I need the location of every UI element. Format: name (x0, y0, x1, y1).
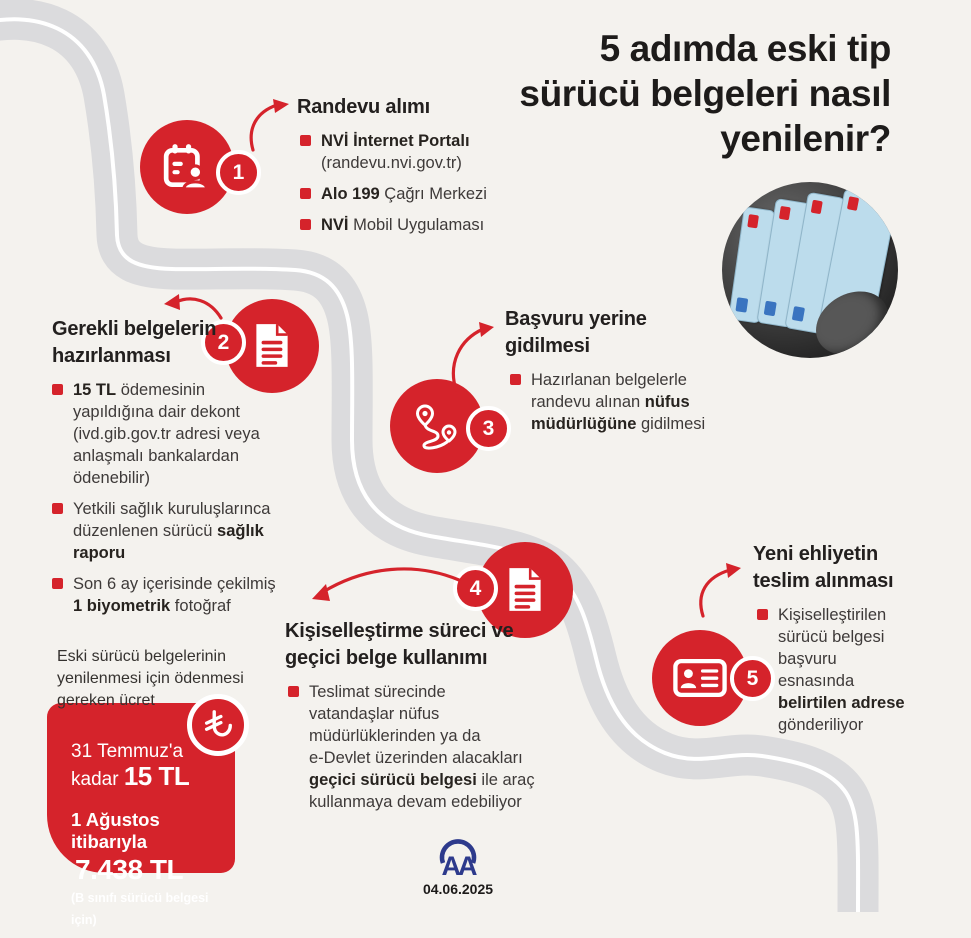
step5-circle (652, 630, 759, 726)
calendar-user-icon (162, 142, 212, 192)
step5-bullets (757, 604, 948, 736)
step2-heading: Gerekli belgelerin hazırlanması (52, 318, 217, 367)
step1-heading: Randevu alımı (297, 96, 430, 118)
step4-text (285, 618, 547, 813)
step4-bullet-1: Teslimat sürecinde vatandaşlar nüfus müdürlüklerinden ya da e-Devlet üzerinden alacakları geçici sürücü belgesi ile araç kullanmaya devam edebiliyor (288, 681, 547, 813)
publish-date: 04.06.2025 (422, 881, 494, 897)
step1-number-badge (216, 150, 261, 195)
step2-bullet-1: 15 TL ödemesinin yapıldığına dair dekont (ivd.gib.gov.tr adresi veya anlaşmalı bankalardan ödenebilir) (52, 379, 317, 489)
footer (398, 838, 518, 897)
step5-number: 5 (746, 666, 759, 690)
step2-text (52, 316, 317, 617)
id-card-icon (673, 658, 727, 698)
anadolu-agency-logo (436, 838, 480, 878)
step1-number: 1 (232, 160, 245, 184)
step4-heading: Kişiselleştirme süreci ve geçici belge kullanımı (285, 620, 514, 669)
bullet-square-icon (757, 609, 768, 620)
step4-number: 4 (469, 576, 482, 600)
route-icon (411, 400, 463, 452)
bullet-square-icon (300, 135, 311, 146)
title-line-1: 5 adımda eski tip (599, 28, 891, 69)
step3-text (505, 306, 750, 435)
price-amount-new: 7.438 TL (75, 854, 184, 885)
price-from-august: 1 Ağustos itibarıyla 7.438 TL (B sınıfı sürücü belgesi için) (71, 809, 235, 931)
step5-text (753, 541, 948, 736)
step1-bullets (300, 130, 517, 236)
step5-arrow-icon (694, 562, 746, 620)
price-until-july: 31 Temmuz'a kadar 15 TL (71, 741, 190, 791)
step1-text (297, 94, 517, 236)
bullet-square-icon (52, 578, 63, 589)
turkish-lira-icon (187, 694, 249, 756)
step3-arrow-icon (446, 320, 496, 394)
title-line-2: sürücü belgeleri nasıl (519, 73, 891, 114)
step2-bullets (52, 379, 317, 617)
step1-bullet-1: NVİ İnternet Portalı (randevu.nvi.gov.tr) (300, 130, 517, 174)
step3-bullets (510, 369, 750, 435)
step3-bullet-1: Hazırlanan belgelerle randevu alınan nüfus müdürlüğüne gidilmesi (510, 369, 750, 435)
step3-heading: Başvuru yerine gidilmesi (505, 308, 647, 357)
svg-text:AA: AA (441, 851, 475, 878)
step2-number: 2 (217, 330, 230, 354)
step5-bullet-1: Kişiselleştirilen sürücü belgesi başvuru esnasında belirtilen adrese gönderiliyor (757, 604, 948, 736)
bullet-square-icon (300, 188, 311, 199)
price-note: Eski sürücü belgelerinin yenilenmesi için ödenmesi gereken ücret (57, 648, 244, 709)
bullet-square-icon (52, 503, 63, 514)
step4-bullets (288, 681, 547, 813)
step2-bullet-2: Yetkili sağlık kuruluşlarınca düzenlenen sürücü sağlık raporu (52, 498, 317, 564)
price-amount-old: 15 TL (123, 761, 190, 791)
step3-number: 3 (482, 416, 495, 440)
step1-bullet-2: Alo 199 Çağrı Merkezi (300, 183, 517, 205)
bullet-square-icon (510, 374, 521, 385)
step5-heading: Yeni ehliyetin teslim alınması (753, 543, 894, 592)
title-line-3: yenilenir? (720, 118, 891, 159)
document-icon (502, 565, 548, 615)
bullet-square-icon (288, 686, 299, 697)
price-class-note: (B sınıfı sürücü belgesi için) (71, 891, 209, 927)
step2-bullet-3: Son 6 ay içerisinde çekilmiş 1 biyometrik fotoğraf (52, 573, 317, 617)
bullet-square-icon (52, 384, 63, 395)
bullet-square-icon (300, 219, 311, 230)
step1-arrow-icon (246, 97, 292, 153)
page-title (519, 26, 891, 161)
step1-circle (140, 120, 245, 214)
step1-bullet-3: NVİ Mobil Uygulaması (300, 214, 517, 236)
step4-arrow-icon (308, 560, 463, 606)
